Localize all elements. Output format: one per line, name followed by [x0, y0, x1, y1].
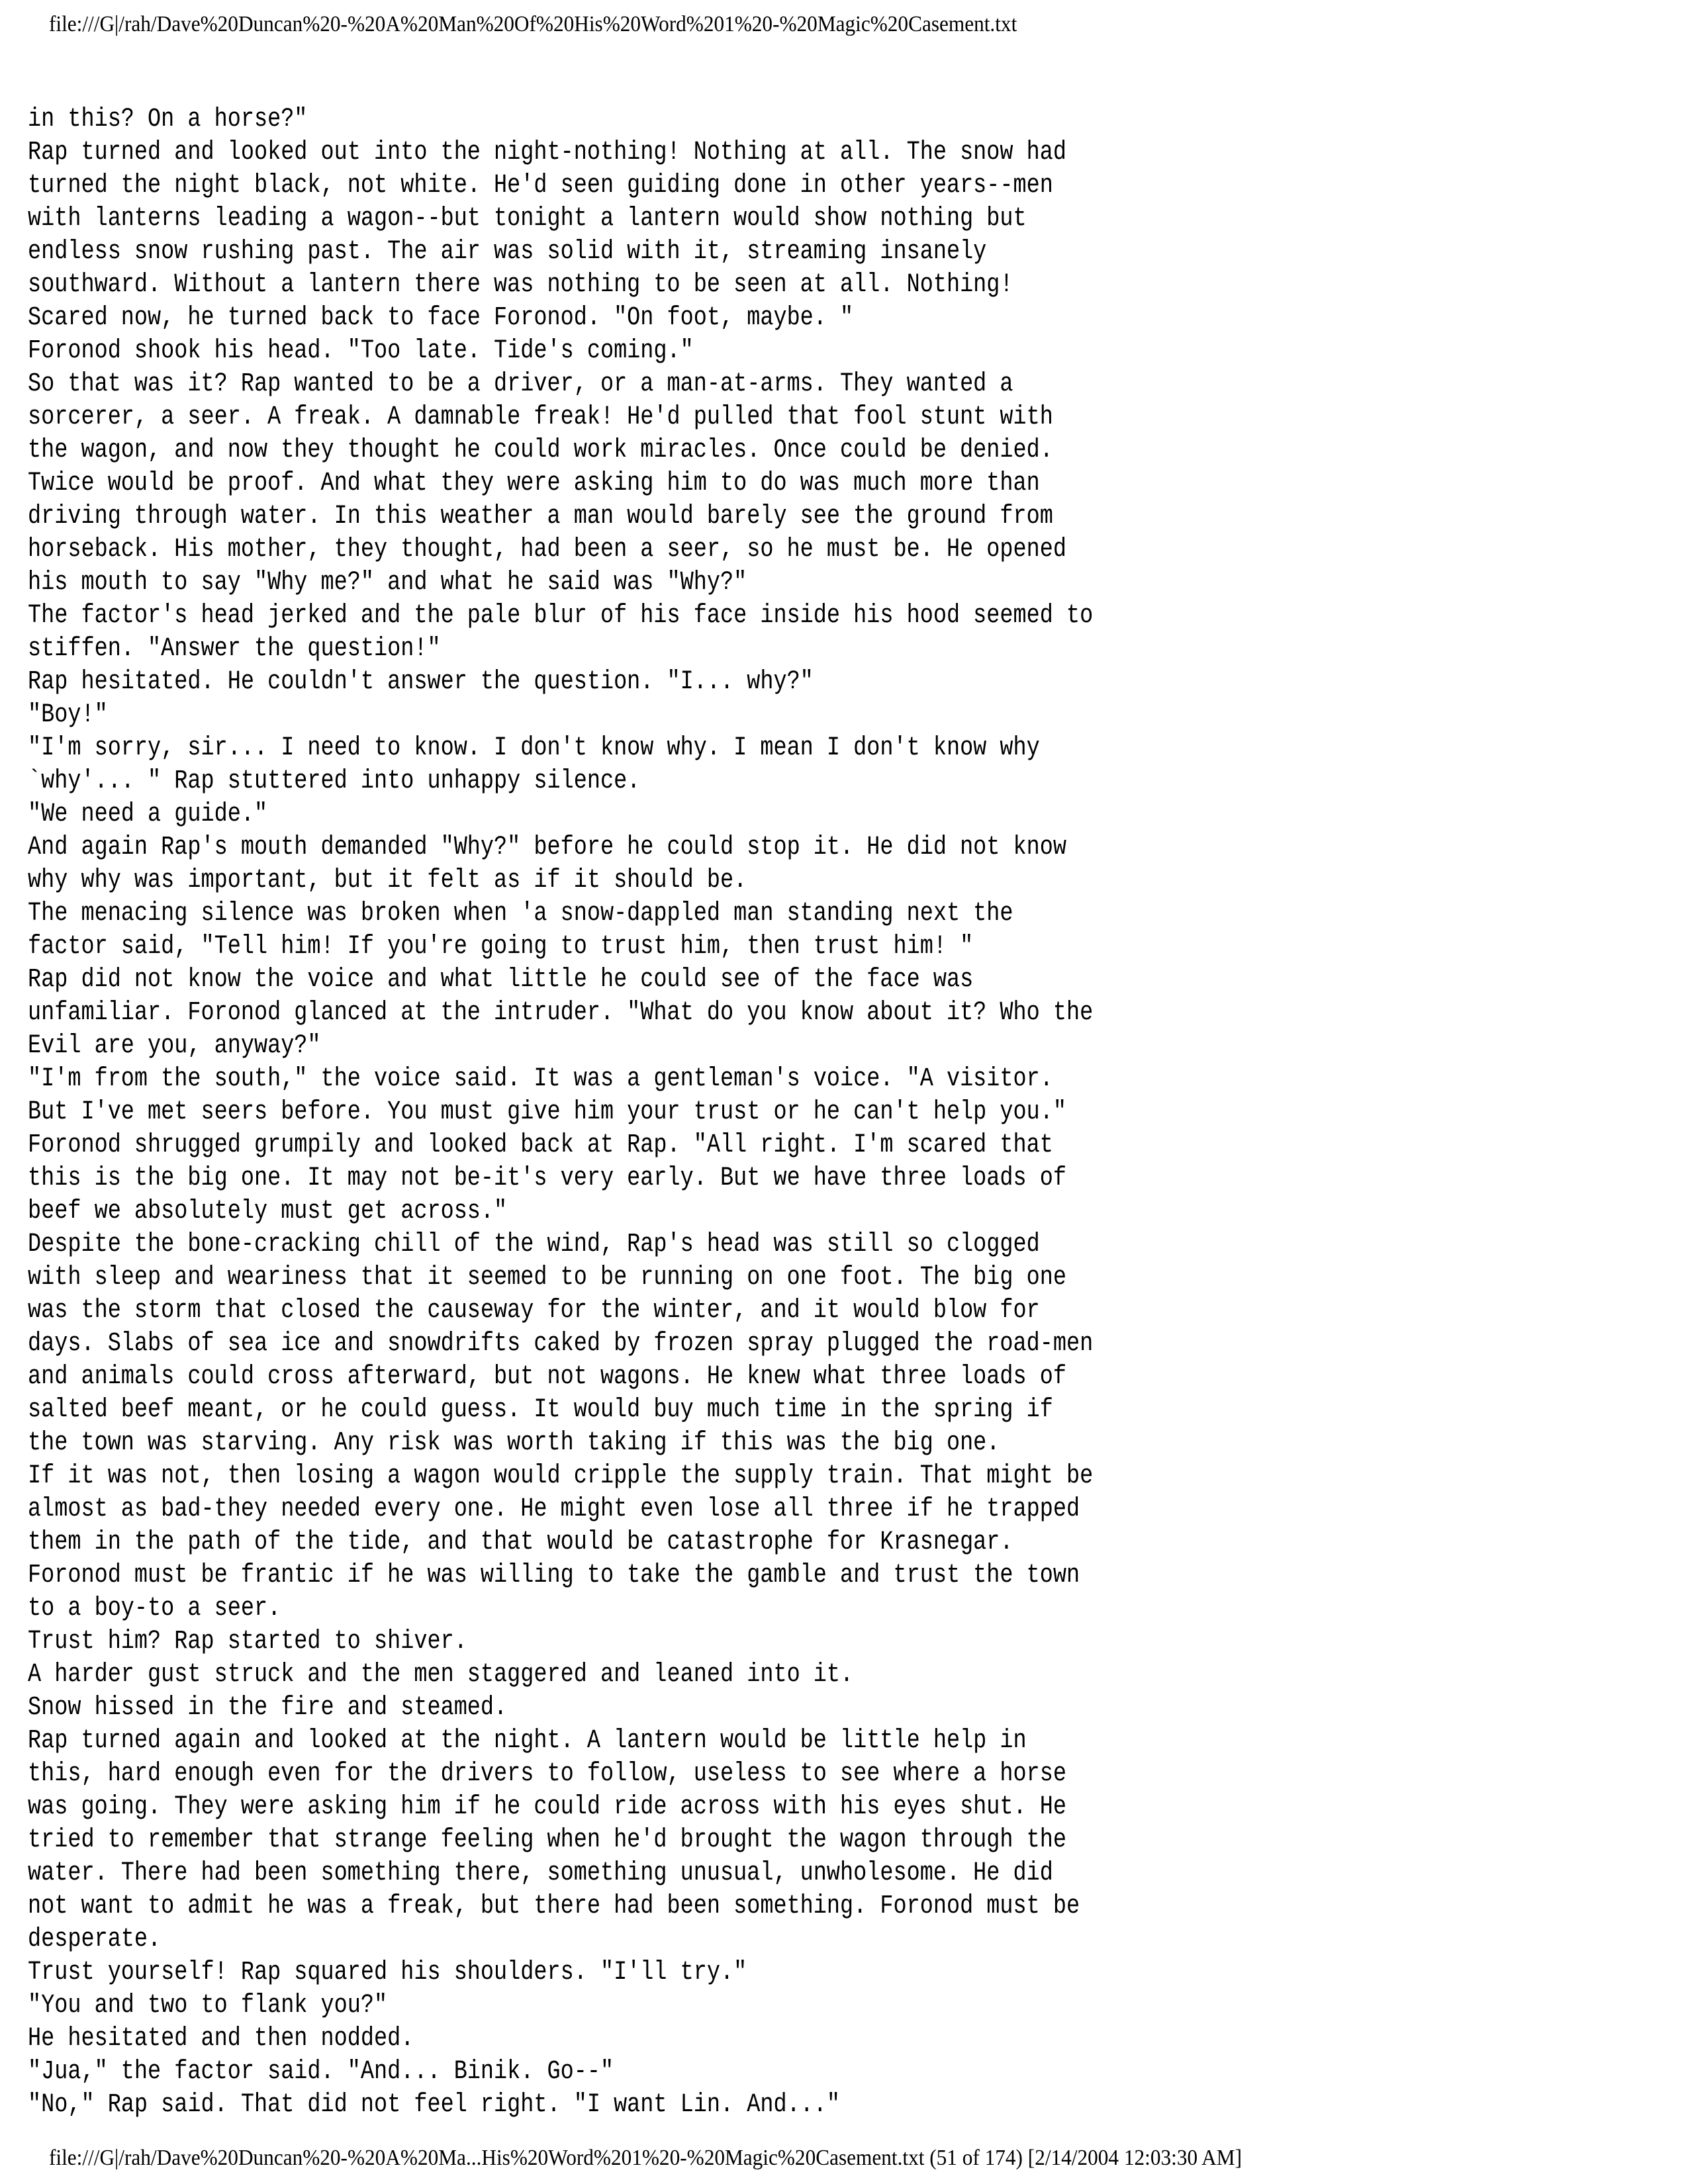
text-line: A harder gust struck and the men staggered and leaned into it.	[28, 1660, 854, 1690]
text-line: "You and two to flank you?"	[28, 1991, 388, 2021]
text-line: this is the big one. It may not be-it's very early. But we have three loads of	[28, 1163, 1066, 1193]
text-line: the wagon, and now they thought he could work miracles. Once could be denied.	[28, 435, 1053, 465]
text-line: water. There had been something there, something unusual, unwholesome. He did	[28, 1858, 1053, 1888]
text-line: Rap turned and looked out into the night-nothing! Nothing at all. The snow had	[28, 138, 1066, 167]
text-line: Snow hissed in the fire and steamed.	[28, 1693, 508, 1723]
text-line: So that was it? Rap wanted to be a driver, or a man-at-arms. They wanted a	[28, 369, 1013, 399]
text-line: If it was not, then losing a wagon would cripple the supply train. That might be	[28, 1461, 1094, 1491]
text-line: stiffen. "Answer the question!"	[28, 634, 441, 664]
text-line: driving through water. In this weather a man would barely see the ground from	[28, 502, 1053, 531]
text-line: "I'm sorry, sir... I need to know. I don't know why. I mean I don't know why	[28, 733, 1040, 763]
text-line: Foronod shrugged grumpily and looked back at Rap. "All right. I'm scared that	[28, 1130, 1053, 1160]
text-line: was going. They were asking him if he could ride across with his eyes shut. He	[28, 1792, 1066, 1822]
text-line: the town was starving. Any risk was worth taking if this was the big one.	[28, 1428, 1000, 1458]
text-line: Evil are you, anyway?"	[28, 1031, 321, 1061]
text-line: But I've met seers before. You must give him your trust or he can't help you."	[28, 1097, 1066, 1127]
text-line: them in the path of the tide, and that would be catastrophe for Krasnegar.	[28, 1527, 1013, 1557]
text-line: Rap turned again and looked at the night. A lantern would be little help in	[28, 1726, 1027, 1756]
text-line: Rap hesitated. He couldn't answer the question. "I... why?"	[28, 667, 814, 697]
text-line: why why was important, but it felt as if it should be.	[28, 866, 747, 895]
text-line: days. Slabs of sea ice and snowdrifts caked by frozen spray plugged the road-men	[28, 1329, 1094, 1359]
text-line: southward. Without a lantern there was nothing to be seen at all. Nothing!	[28, 270, 1013, 300]
text-line: Foronod must be frantic if he was willing to take the gamble and trust the town	[28, 1561, 1080, 1590]
text-line: unfamiliar. Foronod glanced at the intruder. "What do you know about it? Who the	[28, 998, 1094, 1028]
text-line: factor said, "Tell him! If you're going to trust him, then trust him! "	[28, 932, 974, 962]
text-line: turned the night black, not white. He'd seen guiding done in other years--men	[28, 171, 1053, 201]
text-line: "No," Rap said. That did not feel right. "I want Lin. And..."	[28, 2090, 841, 2120]
text-line: Trust yourself! Rap squared his shoulders. "I'll try."	[28, 1958, 747, 1987]
text-line: salted beef meant, or he could guess. It would buy much time in the spring if	[28, 1395, 1053, 1425]
text-line: and animals could cross afterward, but not wagons. He knew what three loads of	[28, 1362, 1066, 1392]
text-line: tried to remember that strange feeling when he'd brought the wagon through the	[28, 1825, 1066, 1855]
text-line: to a boy-to a seer.	[28, 1594, 281, 1623]
text-line: Despite the bone-cracking chill of the wind, Rap's head was still so clogged	[28, 1230, 1040, 1259]
text-line: The factor's head jerked and the pale blur of his face inside his hood seemed to	[28, 601, 1094, 631]
text-line: Foronod shook his head. "Too late. Tide's coming."	[28, 336, 694, 366]
text-line: in this? On a horse?"	[28, 105, 308, 134]
text-line: `why'... " Rap stuttered into unhappy silence.	[28, 766, 641, 796]
text-line: "Boy!"	[28, 700, 108, 730]
page-header-path: file:///G|/rah/Dave%20Duncan%20-%20A%20Man%20Of%20His%20Word%201%20-%20Magic%20Casement.txt	[49, 12, 1017, 36]
text-line: desperate.	[28, 1925, 162, 1954]
text-line: Twice would be proof. And what they were asking him to do was much more than	[28, 469, 1040, 498]
text-line: beef we absolutely must get across."	[28, 1197, 508, 1226]
text-line: his mouth to say "Why me?" and what he said was "Why?"	[28, 568, 747, 598]
text-line: Trust him? Rap started to shiver.	[28, 1627, 467, 1657]
text-line: was the storm that closed the causeway for the winter, and it would blow for	[28, 1296, 1040, 1326]
text-line: sorcerer, a seer. A freak. A damnable freak! He'd pulled that fool stunt with	[28, 402, 1053, 432]
text-line: The menacing silence was broken when 'a snow-dappled man standing next the	[28, 899, 1013, 929]
document-body	[28, 103, 1669, 2122]
text-line: with sleep and weariness that it seemed to be running on one foot. The big one	[28, 1263, 1066, 1293]
text-line: horseback. His mother, they thought, had been a seer, so he must be. He opened	[28, 535, 1066, 565]
text-line: not want to admit he was a freak, but there had been something. Foronod must be	[28, 1891, 1080, 1921]
text-line: "We need a guide."	[28, 799, 268, 829]
text-line: "Jua," the factor said. "And... Binik. Go--"	[28, 2057, 614, 2087]
text-line: almost as bad-they needed every one. He might even lose all three if he trapped	[28, 1494, 1080, 1524]
text-line: Rap did not know the voice and what little he could see of the face was	[28, 965, 974, 995]
text-line: "I'm from the south," the voice said. It was a gentleman's voice. "A visitor.	[28, 1064, 1053, 1094]
text-line: endless snow rushing past. The air was solid with it, streaming insanely	[28, 237, 987, 267]
text-line: He hesitated and then nodded.	[28, 2024, 414, 2054]
page-footer-info: file:///G|/rah/Dave%20Duncan%20-%20A%20Ma...His%20Word%201%20-%20Magic%20Casement.txt (51 of 174) [2/14/2004 12:03:30 AM]	[49, 2146, 1243, 2170]
text-line: with lanterns leading a wagon--but tonight a lantern would show nothing but	[28, 204, 1027, 234]
text-line: And again Rap's mouth demanded "Why?" before he could stop it. He did not know	[28, 833, 1066, 862]
text-line: this, hard enough even for the drivers to follow, useless to see where a horse	[28, 1759, 1066, 1789]
text-line: Scared now, he turned back to face Foronod. "On foot, maybe. "	[28, 303, 854, 333]
